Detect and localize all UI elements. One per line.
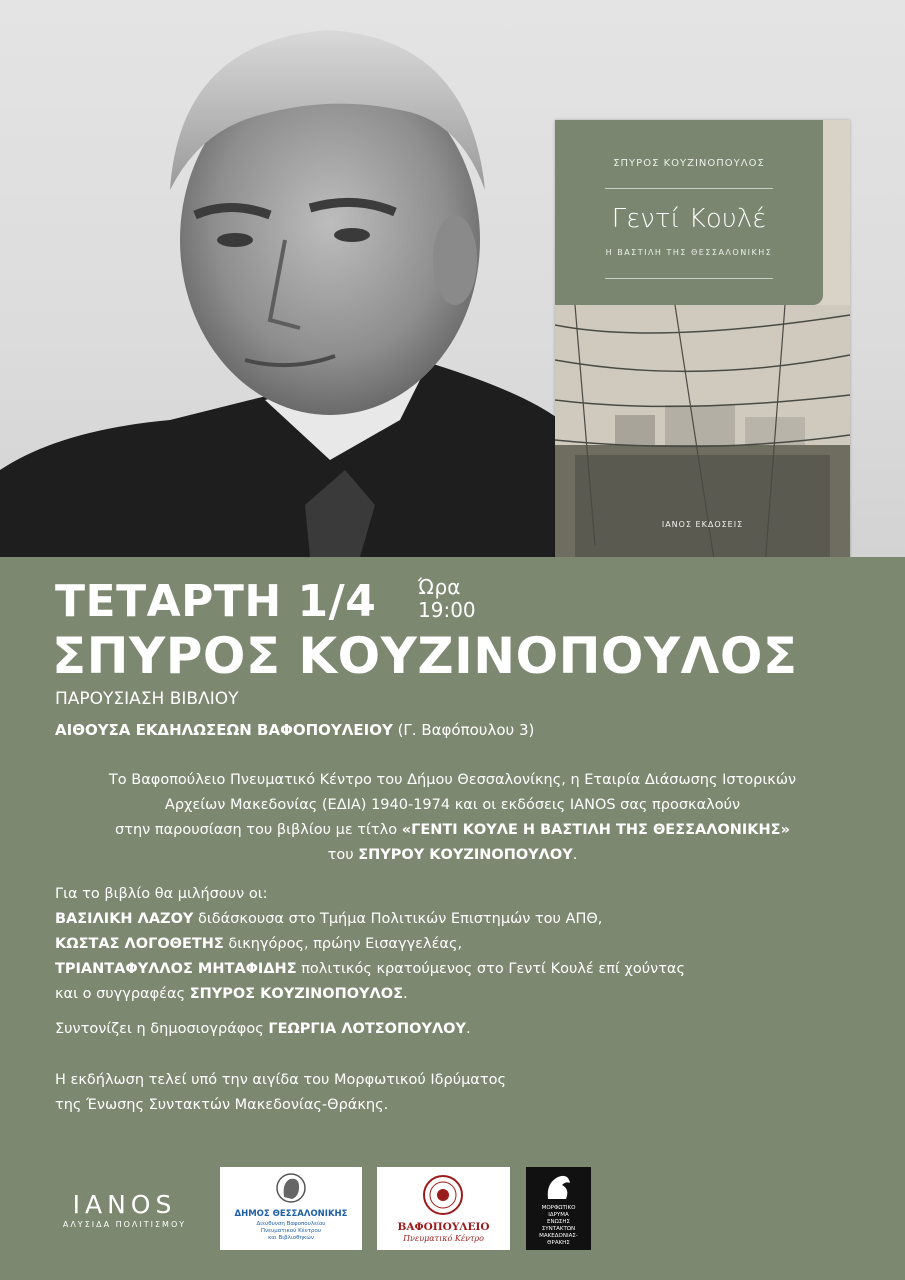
dimos-sub-line: Πνευματικού Κέντρου	[260, 1228, 322, 1234]
venue-name: ΑΙΘΟΥΣΑ ΕΚΔΗΛΩΣΕΩΝ ΒΑΦΟΠΟΥΛΕΙΟΥ	[55, 721, 393, 739]
time-label: Ώρα	[418, 575, 461, 599]
headline-author: ΣΠΥΡΟΣ ΚΟΥΖΙΝΟΠΟΥΛΟΣ	[52, 627, 798, 685]
dimos-name: ΔΗΜΟΣ ΘΕΣΣΑΛΟΝΙΚΗΣ	[234, 1209, 348, 1219]
moderator	[55, 1017, 855, 1042]
speaker-role: .	[402, 986, 408, 1002]
moderator-text: .	[466, 1021, 471, 1037]
dimos-thessalonikis-logo	[220, 1167, 362, 1250]
speaker-role: δικηγόρος, πρώην Εισαγγελέας,	[223, 936, 463, 952]
esmth-line: ΣΥΝΤΑΚΤΩΝ	[541, 1226, 576, 1232]
speakers-heading: Για το βιβλίο θα μιλήσουν οι:	[55, 886, 268, 902]
intro-paragraph	[0, 768, 905, 868]
speaker-role: και ο συγγραφέας	[55, 986, 190, 1002]
head-emblem-icon	[220, 1171, 362, 1211]
intro-line: Το Βαφοπούλειο Πνευματικό Κέντρο του Δήμου Θεσσαλονίκης, η Εταιρία Διάσωσης Ιστορικών	[108, 772, 797, 788]
closing-line: Η εκδήλωση τελεί υπό την αιγίδα του Μορφωτικού Ιδρύματος	[55, 1072, 506, 1088]
intro-text: του	[327, 847, 359, 863]
ianos-tagline: ΑΛΥΣΙΔΑ ΠΟΛΙΤΙΣΜΟΥ	[62, 1220, 187, 1229]
divider	[605, 188, 773, 189]
dimos-sub-line: και Βιβλιοθηκών	[268, 1235, 314, 1241]
book-author: ΣΠΥΡΟΣ ΚΟΥΖΙΝΟΠΟΥΛΟΣ	[613, 158, 765, 169]
author-name: ΣΠΥΡΟΥ ΚΟΥΖΙΝΟΠΟΥΛΟΥ	[358, 847, 573, 863]
book-title-quote: «ΓΕΝΤΙ ΚΟΥΛΕ Η ΒΑΣΤΙΛΗ ΤΗΣ ΘΕΣΣΑΛΟΝΙΚΗΣ»	[401, 822, 790, 838]
esmth-line: ΜΟΡΦΩΤΙΚΟ	[541, 1205, 576, 1211]
speaker-role: πολιτικός κρατούμενος στο Γεντί Κουλέ επί χούντας	[296, 961, 685, 977]
speakers-list	[55, 882, 855, 1007]
horse-emblem-icon	[526, 1169, 591, 1205]
esmth-line: ΕΝΩΣΗΣ	[547, 1219, 570, 1225]
vafopouleio-logo	[377, 1167, 510, 1250]
esmth-line: ΜΑΚΕΔΟΝΙΑΣ-	[539, 1233, 578, 1239]
speaker-name: ΚΩΣΤΑΣ ΛΟΓΟΘΕΤΗΣ	[55, 936, 224, 952]
book-publisher: ΙΑΝΟΣ ΕΚΔΟΣΕΙΣ	[661, 520, 744, 529]
speaker-role: διδάσκουσα στο Τμήμα Πολιτικών Επιστημών του ΑΠΘ,	[193, 911, 603, 927]
intro-text: στην παρουσίαση του βιβλίου με τίτλο	[115, 822, 402, 838]
vafopouleio-subtitle: Πνευματικό Κέντρο	[403, 1234, 484, 1243]
esmth-line: ΙΔΡΥΜΑ	[548, 1212, 569, 1218]
book-title: Γεντί Κουλέ	[611, 204, 767, 234]
esmth-logo	[526, 1167, 591, 1250]
speaker-item	[55, 982, 855, 1007]
divider	[605, 278, 773, 279]
photo-area	[0, 0, 905, 557]
speaker-name: ΒΑΣΙΛΙΚΗ ΛΑΖΟΥ	[55, 911, 194, 927]
speaker-name: ΣΠΥΡΟΣ ΚΟΥΖΙΝΟΠΟΥΛΟΣ	[189, 986, 403, 1002]
moderator-line	[55, 1017, 855, 1042]
intro-line	[0, 818, 905, 843]
venue-address: (Γ. Βαφόπουλου 3)	[392, 721, 535, 739]
vafopouleio-name: ΒΑΦΟΠΟΥΛΕΙΟ	[397, 1221, 490, 1233]
closing-note	[55, 1068, 855, 1118]
dimos-subtitle	[220, 1221, 362, 1242]
book-title-panel	[555, 120, 823, 305]
esmth-text	[529, 1205, 588, 1247]
event-type: ΠΑΡΟΥΣΙΑΣΗ ΒΙΒΛΙΟΥ	[55, 689, 239, 709]
ianos-logo	[52, 1190, 197, 1230]
speaker-name: ΤΡΙΑΝΤΑΦΥΛΛΟΣ ΜΗΤΑΦΙΔΗΣ	[55, 961, 297, 977]
event-time: 19:00	[418, 598, 476, 622]
ianos-wordmark: ΙΑΝΟS	[72, 1190, 177, 1219]
moderator-text: Συντονίζει η δημοσιογράφος	[55, 1021, 269, 1037]
intro-text: .	[572, 847, 578, 863]
author-portrait	[0, 0, 560, 557]
closing-line: της Ένωσης Συντακτών Μακεδονίας-Θράκης.	[55, 1097, 389, 1113]
event-venue	[55, 719, 534, 741]
book-cover	[555, 120, 850, 557]
dimos-sub-line: Διεύθυνση Βαφοπουλείου	[256, 1221, 326, 1227]
moderator-name: ΓΕΩΡΓΙΑ ΛΟΤΣΟΠΟΥΛΟΥ	[268, 1021, 467, 1037]
seal-icon	[377, 1171, 510, 1221]
speaker-item	[55, 957, 855, 982]
intro-line	[0, 843, 905, 868]
intro-line: Αρχείων Μακεδονίας (ΕΔΙΑ) 1940-1974 και οι εκδόσεις ΙΑΝΟS σας προσκαλούν	[164, 797, 741, 813]
book-subtitle: Η ΒΑΣΤΙΛΗ ΤΗΣ ΘΕΣΣΑΛΟΝΙΚΗΣ	[605, 248, 773, 257]
speaker-item	[55, 932, 855, 957]
speaker-item	[55, 907, 855, 932]
event-date: ΤΕΤΑΡΤΗ 1/4	[55, 576, 377, 627]
esmth-line: ΘΡΑΚΗΣ	[547, 1240, 570, 1246]
